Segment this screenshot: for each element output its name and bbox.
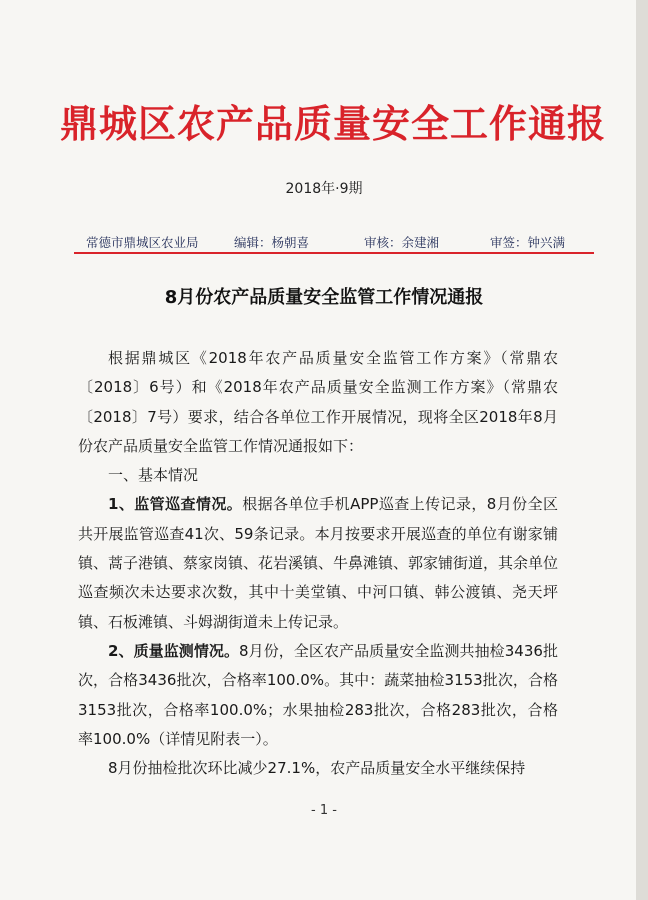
item-1-label: 1、监管巡查情况。 (108, 495, 243, 514)
masthead-title: 鼎城区农产品质量安全工作通报 (60, 101, 607, 146)
item-2-text: 8月份，全区农产品质量安全监测共抽检3436批次，合格3436批次，合格率100.0%。其中：蔬菜抽检3153批次，合格3153批次，合格率100.0%；水果抽检283批次，合格283批次，合格率100.0%（详情见附表一）。 (78, 641, 558, 748)
editor: 编辑：杨朝喜 (234, 235, 310, 250)
body-text (78, 344, 558, 783)
item-2-paragraph (78, 637, 558, 754)
page-number: - 1 - (311, 803, 337, 818)
issuing-org: 常德市鼎城区农业局 (86, 235, 199, 250)
item-1-text: 根据各单位手机APP巡查上传记录，8月份全区共开展监管巡查41次、59条记录。本月按要求开展巡查的单位有谢家铺镇、蒿子港镇、蔡家岗镇、花岩溪镇、牛鼻滩镇、郭家铺街道，其余单位巡查频次未达要求次数，其中十美堂镇、中河口镇、韩公渡镇、尧天坪镇、石板滩镇、斗姆湖街道未上传记录。 (78, 495, 559, 631)
intro-paragraph: 根据鼎城区《2018年农产品质量安全监管工作方案》（常鼎农〔2018〕6号）和《2018年农产品质量安全监测工作方案》（常鼎农〔2018〕7号）要求，结合各单位工作开展情况，现将全区2018年8月份农产品质量安全监管工作情况通报如下： (78, 349, 558, 455)
last-paragraph: 8月份抽检批次环比减少27.1%，农产品质量安全水平继续保持 (108, 759, 526, 778)
document-title: 8月份农产品质量安全监管工作情况通报 (164, 287, 484, 308)
item-1-paragraph (78, 490, 558, 636)
info-line (86, 229, 586, 251)
approver: 审签：钟兴满 (490, 235, 566, 250)
item-2-label: 2、质量监测情况。 (108, 641, 240, 660)
reviewer: 审核：余建湘 (364, 235, 440, 250)
section-heading: 一、基本情况 (108, 466, 199, 485)
issue-number: 2018年·9期 (285, 181, 363, 197)
page-edge (636, 0, 648, 900)
red-divider (74, 252, 594, 254)
